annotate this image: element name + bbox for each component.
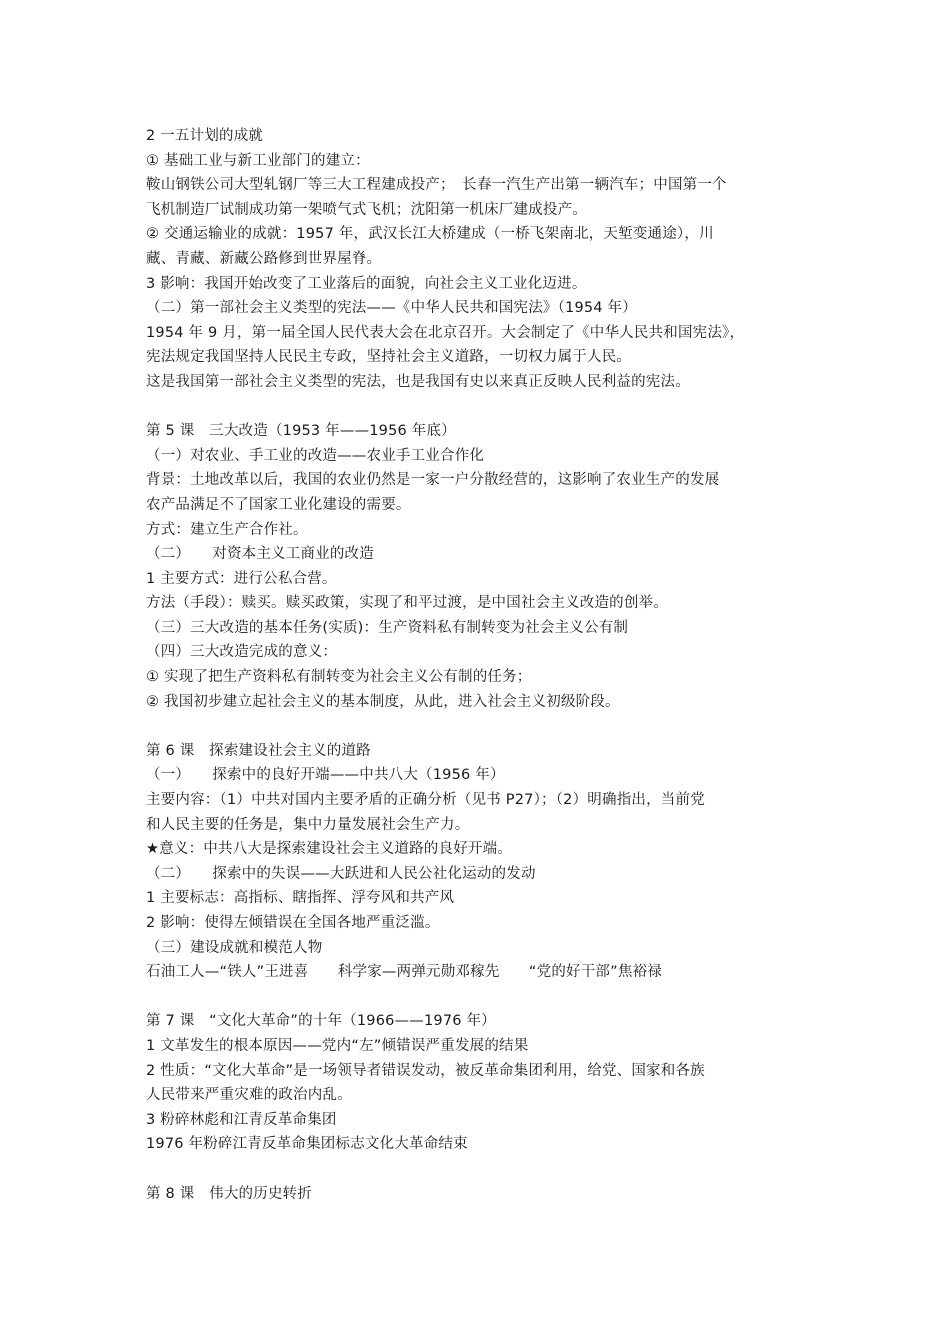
text-line: 背景：土地改革以后，我国的农业仍然是一家一户分散经营的，这影响了农业生产的发展 [146,472,720,489]
text-line: （一）对农业、手工业的改造——农业手工业合作化 [146,447,485,464]
text-line: 方法（手段）：赎买。赎买政策，实现了和平过渡，是中国社会主义改造的创举。 [146,595,668,612]
text-line: 1976 年粉碎江青反革命集团标志文化大革命结束 [146,1136,468,1153]
text-line: （四）三大改造完成的意义： [146,644,338,661]
text-line: （二） 对资本主义工商业的改造 [146,546,374,563]
text-line: 3 影响：我国开始改变了工业落后的面貌，向社会主义工业化迈进。 [146,275,587,292]
text-line: （二）第一部社会主义类型的宪法——《中华人民共和国宪法》（1954 年） [146,300,637,317]
text-line: ② 我国初步建立起社会主义的基本制度，从此，进入社会主义初级阶段。 [146,693,620,710]
text-line: 飞机制造厂试制成功第一架喷气式飞机；沈阳第一机床厂建成投产。 [146,201,587,218]
blank-line [146,395,826,420]
text-line: 1954 年 9 月，第一届全国人民代表大会在北京召开。大会制定了《中华人民共和国宪法》， [146,324,745,341]
text-line: 第 5 课 三大改造（1953 年——1956 年底） [146,423,456,440]
text-line: 第 8 课 伟大的历史转折 [146,1185,313,1202]
document-page [146,124,826,1206]
text-line: （三）三大改造的基本任务(实质)：生产资料私有制转变为社会主义公有制 [146,619,629,636]
text-line: 这是我国第一部社会主义类型的宪法，也是我国有史以来真正反映人民利益的宪法。 [146,373,690,390]
text-line: 宪法规定我国坚持人民民主专政，坚持社会主义道路，一切权力属于人民。 [146,349,632,366]
text-line: ② 交通运输业的成就：1957 年，武汉长江大桥建成（一桥飞架南北，天堑变通途），川 [146,226,714,243]
text-line: 农产品满足不了国家工业化建设的需要。 [146,496,411,513]
blank-line [146,985,826,1010]
text-line: 人民带来严重灾难的政治内乱。 [146,1087,352,1104]
text-line: 鞍山钢铁公司大型轧钢厂等三大工程建成投产； 长春一汽生产出第一辆汽车；中国第一个 [146,177,727,194]
blank-line [146,714,826,739]
text-line: 1 主要方式：进行公私合营。 [146,570,337,587]
text-line: 第 6 课 探索建设社会主义的道路 [146,742,371,759]
text-line: 2 性质：“文化大革命”是一场领导者错误发动，被反革命集团利用，给党、国家和各族 [146,1062,705,1079]
text-line: ★意义：中共八大是探索建设社会主义道路的良好开端。 [146,841,512,858]
text-line: 2 影响：使得左倾错误在全国各地严重泛滥。 [146,915,440,931]
text-line: 石油工人—“铁人”王进喜 科学家—两弹元勋邓稼先 “党的好干部”焦裕禄 [146,964,662,981]
text-line: ① 实现了把生产资料私有制转变为社会主义公有制的任务； [146,669,532,686]
blank-line [146,1157,826,1182]
text-line: 和人民主要的任务是，集中力量发展社会生产力。 [146,816,470,833]
text-line: 2 一五计划的成就 [146,128,264,144]
text-line: 1 文革发生的根本原因——党内“左”倾错误严重发展的结果 [146,1037,529,1054]
text-line: 方式：建立生产合作社。 [146,521,308,538]
text-line: 第 7 课 “文化大革命”的十年（1966——1976 年） [146,1013,496,1030]
text-line: 主要内容：（1）中共对国内主要矛盾的正确分析（见书 P27）；（2）明确指出，当前党 [146,792,705,809]
text-line: ① 基础工业与新工业部门的建立： [146,152,370,169]
text-line: （一） 探索中的良好开端——中共八大（1956 年） [146,767,505,784]
text-line: 1 主要标志：高指标、瞎指挥、浮夸风和共产风 [146,890,455,907]
text-line: 藏、青藏、新藏公路修到世界屋脊。 [146,250,382,267]
text-line: （三）建设成就和模范人物 [146,939,323,956]
text-line: （二） 探索中的失误——大跃进和人民公社化运动的发动 [146,865,536,882]
text-line: 3 粉碎林彪和江青反革命集团 [146,1111,337,1128]
